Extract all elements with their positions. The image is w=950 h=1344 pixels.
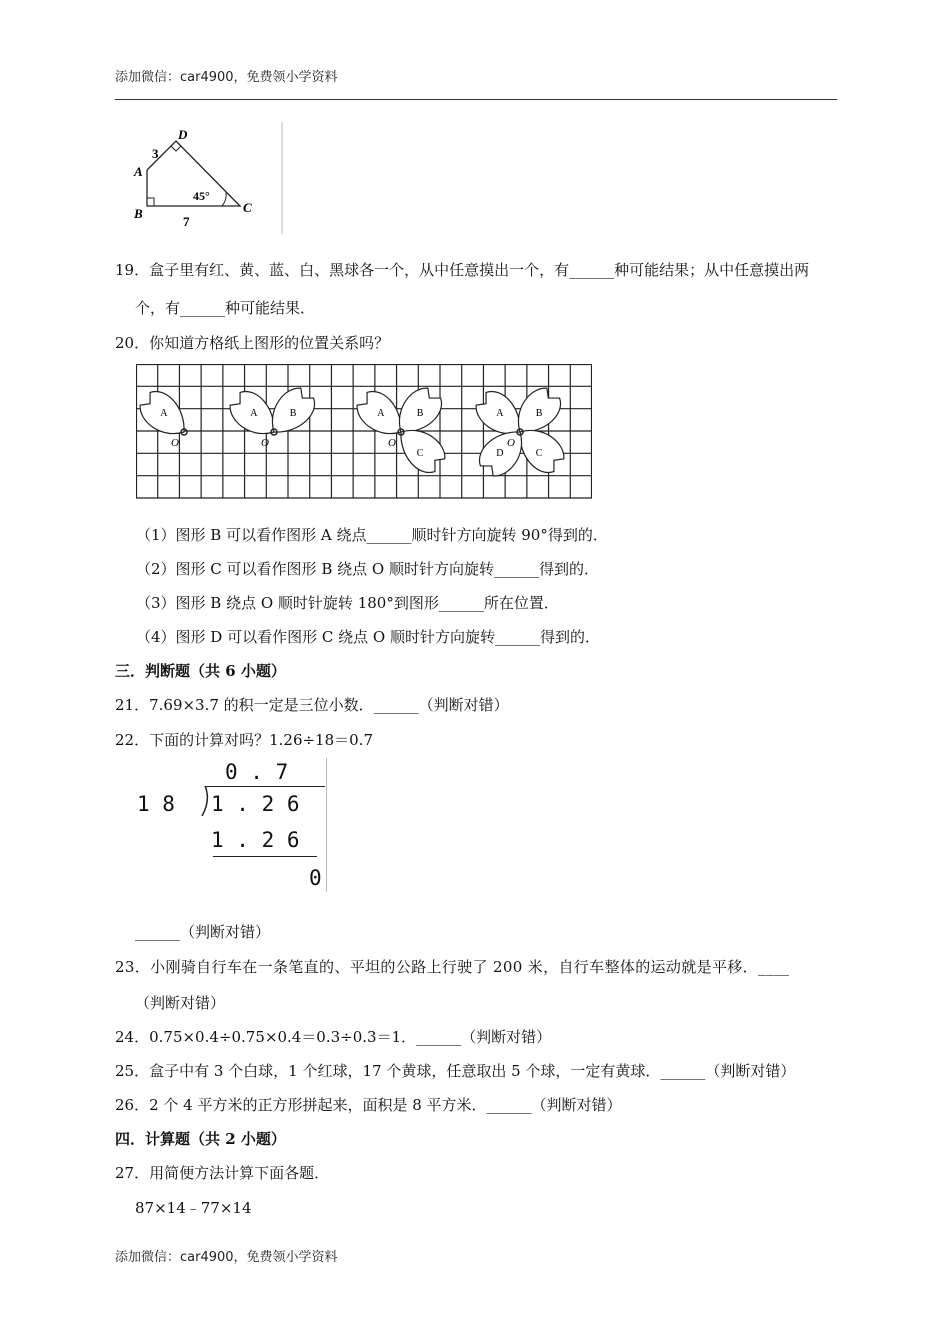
q20-title: 20．你知道方格纸上图形的位置关系吗？ [115, 334, 390, 352]
label-3: 3 [152, 146, 159, 161]
q26-text: 26．2 个 4 平方米的正方形拼起来，面积是 8 平方米．______（判断对错） [115, 1096, 622, 1114]
q20-sub1: （1）图形 B 可以看作图形 A 绕点______顺时针方向旋转 90°得到的． [136, 526, 608, 544]
label-C: C [243, 200, 252, 215]
section3-title: 三．判断题（共 6 小题） [115, 662, 286, 680]
division-underline [213, 856, 317, 857]
flower-grid-figure [136, 364, 592, 500]
center-label-O: O [171, 437, 179, 449]
petal-label-B: B [416, 408, 424, 420]
page-footer: 添加微信：car4900，免费领小学资料 [115, 1250, 338, 1265]
q19-line1: 19．盒子里有红、黄、蓝、白、黑球各一个，从中任意摸出一个，有______种可能结果；从中任意摸出两 [115, 261, 810, 279]
petal-label-C: C [535, 447, 543, 459]
q25-text: 25．盒子中有 3 个白球，1 个红球，17 个黄球，任意取出 5 个球，一定有黄球．______（判断对错） [115, 1062, 796, 1080]
petal-label-D: D [496, 447, 504, 459]
label-45deg: 45° [193, 189, 210, 203]
q27-title: 27．用简便方法计算下面各题． [115, 1164, 330, 1182]
petal-label-C: C [416, 447, 424, 459]
q27-expression: 87×14﹣77×14 [135, 1199, 252, 1217]
label-D: D [178, 127, 188, 142]
section4-title: 四．计算题（共 2 小题） [115, 1130, 286, 1148]
division-bracket [199, 786, 211, 816]
division-dividend: 1 . 2 6 [211, 792, 300, 816]
figure-border [326, 758, 327, 892]
petal-label-B: B [289, 408, 297, 420]
q20-sub4: （4）图形 D 可以看作图形 C 绕点 O 顺时针方向旋转______得到的． [136, 628, 600, 646]
q23-line2: （判断对错） [135, 994, 226, 1012]
q20-sub2: （2）图形 C 可以看作图形 B 绕点 O 顺时针方向旋转______得到的． [136, 560, 599, 578]
division-remainder: 0 [309, 866, 322, 890]
triangle-figure [130, 122, 290, 234]
q23-line1: 23．小刚骑自行车在一条笔直的、平坦的公路上行驶了 200 米，自行车整体的运动就是平移．____ [115, 958, 790, 976]
division-divisor: 1 8 [137, 792, 175, 816]
petal-label-B: B [535, 408, 543, 420]
division-bar [205, 786, 325, 787]
q20-sub3: （3）图形 B 绕点 O 顺时针旋转 180°到图形______所在位置． [136, 594, 559, 612]
page-header: 添加微信：car4900，免费领小学资料 [115, 70, 338, 85]
petal-label-A: A [377, 408, 385, 420]
division-product: 1 . 2 6 [211, 828, 300, 852]
label-B: B [134, 206, 143, 221]
division-figure [133, 758, 329, 892]
center-label-O: O [507, 437, 515, 449]
center-label-O: O [261, 437, 269, 449]
q22-text: 22．下面的计算对吗？1.26÷18＝0.7 [115, 731, 373, 749]
q19-line2: 个，有______种可能结果． [135, 299, 316, 317]
center-label-O: O [388, 437, 396, 449]
q22-answer: ______（判断对错） [135, 923, 271, 941]
label-A: A [134, 164, 143, 179]
q24-text: 24．0.75×0.4÷0.75×0.4＝0.3÷0.3＝1．______（判断对错） [115, 1028, 552, 1046]
header-rule [115, 99, 837, 100]
q21-text: 21．7.69×3.7 的积一定是三位小数．______（判断对错） [115, 696, 509, 714]
petal-label-A: A [496, 408, 504, 420]
label-7: 7 [183, 214, 190, 229]
petal-label-A: A [250, 408, 258, 420]
division-quotient: 0 . 7 [225, 760, 289, 784]
petal-label-A: A [160, 408, 168, 420]
